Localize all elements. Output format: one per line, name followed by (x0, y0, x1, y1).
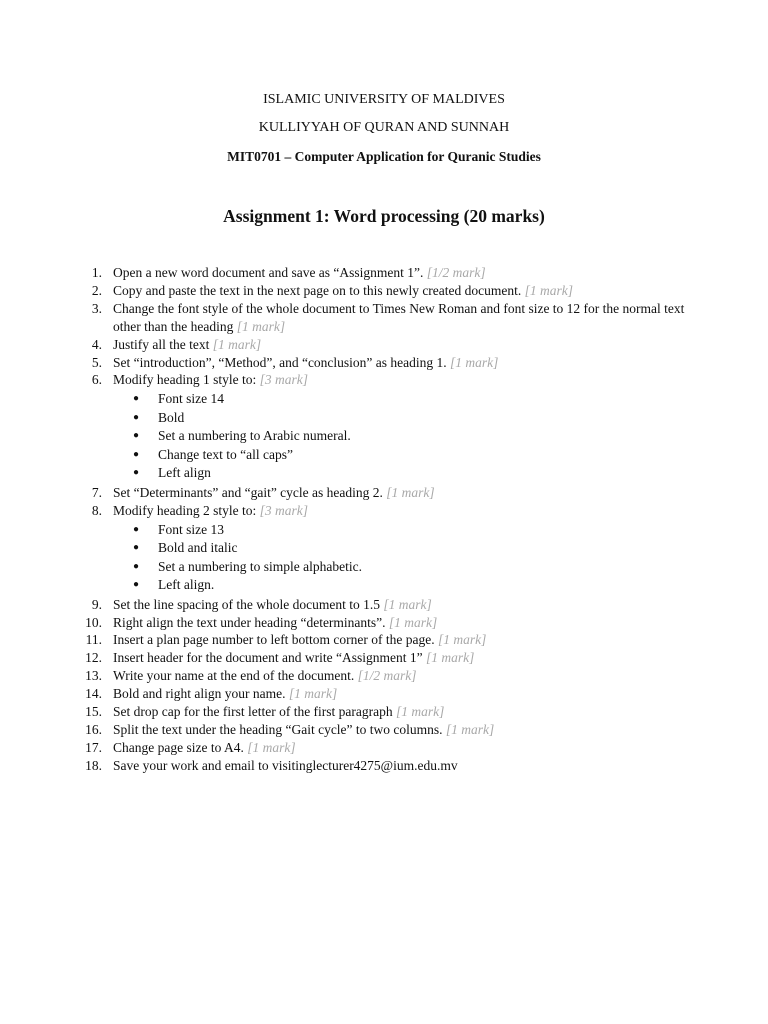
task-number: 14. (85, 686, 102, 702)
task-mark: [1 mark] (388, 614, 438, 630)
bullet-icon: ● (133, 542, 140, 554)
task-item (0, 757, 690, 775)
task-item (0, 502, 690, 595)
sub-item (0, 390, 577, 409)
task-number: 16. (85, 722, 102, 737)
task-number: 5. (91, 354, 102, 370)
sub-item-text: Bold and italic (158, 540, 238, 556)
sub-item (0, 558, 577, 577)
bullet-icon: ● (133, 523, 140, 535)
sub-item (0, 539, 577, 558)
task-item (0, 703, 690, 721)
bullet-icon: ● (133, 411, 140, 423)
bullet-icon: ● (133, 560, 140, 572)
sub-item (0, 576, 577, 595)
task-number: 13. (85, 668, 102, 684)
assignment-title: Assignment 1: Word processing (20 marks) (223, 206, 545, 226)
task-item (0, 371, 690, 482)
task-number: 9. (91, 596, 102, 612)
sub-item-text: Left align. (158, 577, 215, 593)
task-mark: [1 mark] (438, 632, 487, 648)
task-text: Right align the text under heading “determinants”. (113, 614, 386, 630)
task-number: 18. (85, 757, 102, 773)
task-text: Justify all the text (113, 336, 210, 352)
task-item (0, 667, 690, 685)
task-mark: [1 mark] (247, 739, 296, 755)
task-text: Split the text under the heading “Gait cycle” to two columns. (113, 722, 443, 737)
sub-item-text: Change text to “all caps” (158, 446, 293, 462)
task-mark: [1/2 mark] (357, 668, 417, 684)
task-item (0, 721, 690, 739)
task-text: Set the line spacing of the whole document to 1.5 (113, 596, 380, 612)
sub-item-text: Left align (158, 465, 211, 481)
sub-item-text: Bold (158, 409, 185, 425)
task-text: Open a new word document and save as “Assignment 1”. (113, 265, 424, 280)
task-mark: [1 mark] (383, 596, 432, 612)
task-text: Change page size to A4. (113, 739, 244, 755)
sub-item (0, 409, 577, 428)
task-item (0, 614, 690, 632)
task-number: 2. (91, 282, 102, 298)
task-text: Modify heading 1 style to: (113, 372, 257, 388)
task-text: Insert header for the document and write “Assignment 1” (113, 650, 423, 666)
task-number: 17. (85, 739, 102, 755)
task-number: 1. (91, 265, 102, 280)
task-number: 8. (91, 502, 102, 518)
task-item (0, 739, 690, 757)
task-item (0, 282, 690, 300)
department-name: KULLIYYAH OF QURAN AND SUNNAH (258, 120, 510, 135)
task-number: 4. (91, 336, 102, 352)
task-text: Copy and paste the text in the next page on to this newly created document. (113, 282, 522, 298)
sub-list (0, 390, 577, 483)
sub-item (0, 464, 577, 483)
task-number: 7. (91, 484, 102, 500)
task-text: Set “introduction”, “Method”, and “conclusion” as heading 1. (113, 354, 447, 370)
task-mark: [1 mark] (445, 722, 495, 737)
sub-list (0, 521, 577, 595)
sub-item-text: Set a numbering to Arabic numeral. (158, 428, 351, 444)
task-text: Set drop cap for the first letter of the first paragraph (113, 704, 393, 720)
task-mark: [1 mark] (236, 318, 286, 334)
bullet-icon: ● (133, 448, 140, 460)
task-mark: [1 mark] (396, 704, 445, 720)
task-item (0, 484, 690, 502)
task-mark: [3 mark] (259, 372, 308, 388)
task-number: 3. (91, 300, 102, 316)
task-text: Save your work and email to visitinglecturer4275@ium.edu.mv (113, 757, 458, 773)
bullet-icon: ● (133, 393, 140, 405)
task-mark: [1 mark] (426, 650, 475, 666)
sub-item-text: Set a numbering to simple alphabetic. (158, 558, 362, 574)
task-mark: [1 mark] (524, 282, 574, 298)
course-title: MIT0701 – Computer Application for Quranic Studies (227, 149, 541, 164)
task-mark: [1 mark] (212, 336, 262, 352)
institution-name: ISLAMIC UNIVERSITY OF MALDIVES (263, 92, 505, 107)
task-item (0, 264, 690, 282)
task-item (0, 596, 690, 614)
task-list (0, 264, 690, 775)
task-item (0, 336, 690, 354)
task-text: Set “Determinants” and “gait” cycle as heading 2. (113, 484, 383, 500)
task-mark: [1 mark] (386, 484, 435, 500)
task-text: Change the font style of the whole document to Times New Roman and font size to 12 for the normal text other than the heading (113, 300, 685, 334)
sub-item (0, 427, 577, 446)
task-text: Write your name at the end of the document. (113, 668, 355, 684)
task-mark: [1 mark] (288, 686, 338, 702)
task-mark: [1/2 mark] (426, 265, 486, 280)
sub-item (0, 446, 577, 465)
task-mark: [3 mark] (259, 502, 308, 518)
task-item (0, 649, 690, 667)
task-item (0, 354, 690, 372)
bullet-icon: ● (133, 467, 140, 479)
task-number: 12. (85, 650, 102, 666)
task-item (0, 631, 690, 649)
task-text: Bold and right align your name. (113, 686, 286, 702)
task-text: Modify heading 2 style to: (113, 502, 257, 518)
sub-item-text: Font size 13 (158, 521, 224, 537)
task-number: 11. (85, 632, 102, 648)
task-number: 6. (91, 372, 102, 388)
sub-item (0, 521, 577, 540)
task-text: Insert a plan page number to left bottom corner of the page. (113, 632, 435, 648)
task-number: 10. (85, 614, 102, 630)
sub-item-text: Font size 14 (158, 391, 224, 407)
task-number: 15. (85, 704, 102, 720)
bullet-icon: ● (133, 430, 140, 442)
task-mark: [1 mark] (450, 354, 499, 370)
task-item (0, 685, 690, 703)
bullet-icon: ● (133, 579, 140, 591)
task-item (0, 300, 690, 336)
